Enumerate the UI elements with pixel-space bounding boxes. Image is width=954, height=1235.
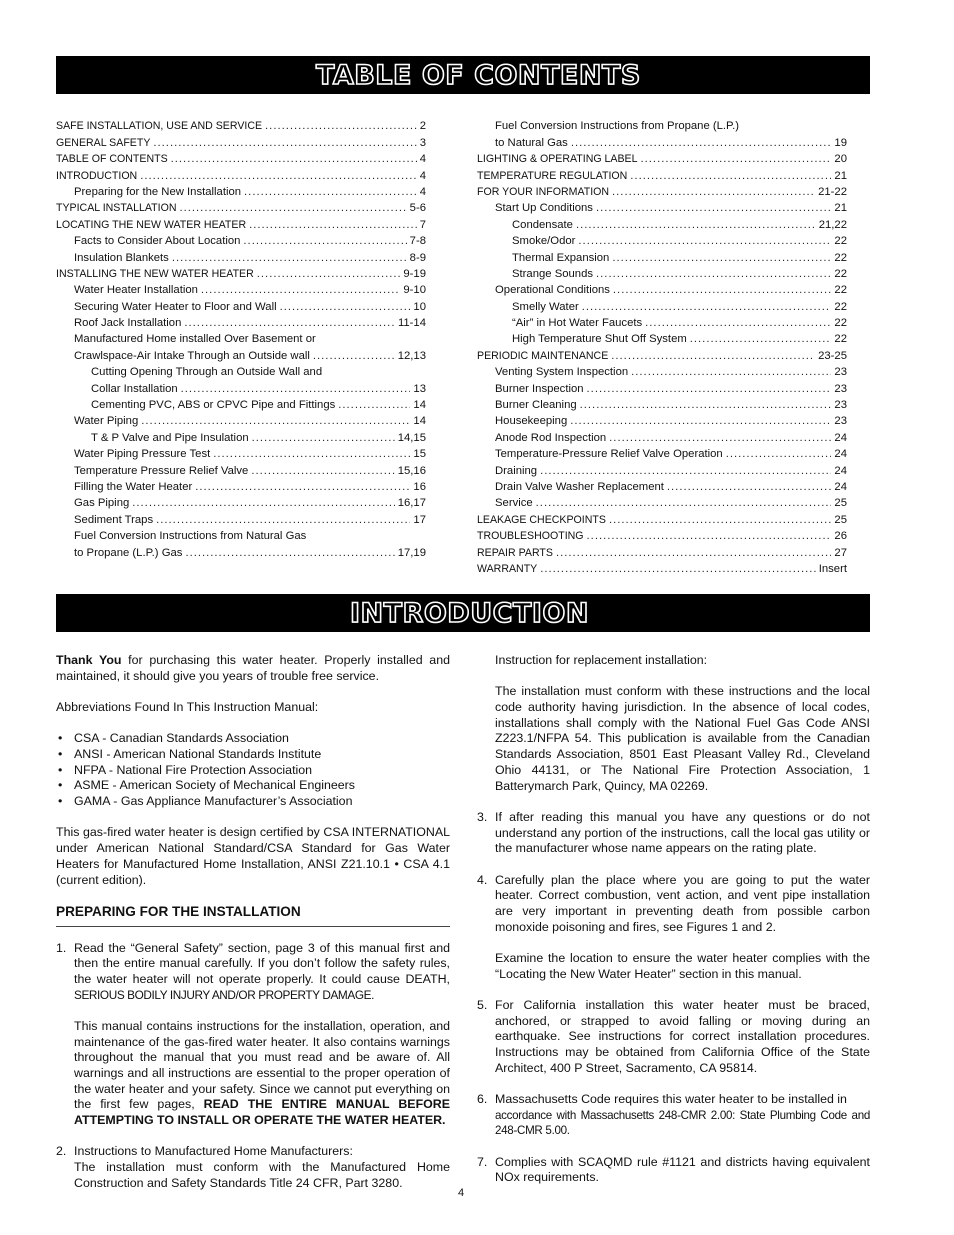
item-text: Carefully plan the place where you are going to put the water heater. Correct combustion, vent action, and vent pipe installation are very important in preventing death from possible carbon monoxide poisoning and fires, see Figures 1 and 2. <box>495 872 870 934</box>
toc-entry-label: Draining <box>495 464 538 477</box>
toc-entry-label: LOCATING THE NEW WATER HEATER <box>56 218 247 231</box>
toc-entry <box>56 282 426 298</box>
toc-leader-dots <box>243 234 406 249</box>
toc-entry <box>56 249 426 265</box>
toc-entry-page: 24 <box>834 464 847 477</box>
toc-entry-page: 7 <box>419 218 426 231</box>
toc-entry-page: 16 <box>413 480 426 493</box>
toc-entry-page: 21,22 <box>818 218 847 231</box>
toc-entry <box>477 331 847 347</box>
toc-entry <box>56 364 426 380</box>
toc-entry-label: T & P Valve and Pipe Insulation <box>91 431 249 444</box>
toc-entry-page: 22 <box>834 284 847 297</box>
toc-entry <box>477 216 847 232</box>
toc-entry <box>477 429 847 445</box>
toc-entry-label: Preparing for the New Installation <box>74 185 242 198</box>
toc-entry <box>56 118 426 134</box>
toc-entry-label: TYPICAL INSTALLATION <box>56 202 177 215</box>
toc-entry <box>56 446 426 462</box>
toc-entry <box>56 413 426 429</box>
toc-leader-dots <box>612 185 815 200</box>
toc-entry <box>56 134 426 150</box>
item-text: accordance with Massachusetts 248-CMR 2.00: State Plumbing Code and 248-CMR 5.00. <box>495 1108 870 1138</box>
toc-entry <box>477 151 847 167</box>
toc-entry-label: Burner Cleaning <box>495 399 577 412</box>
replacement-text: The installation must conform with these instructions and the local code authority having jurisdiction. In the absence of local codes, installations shall comply with the National Fuel Gas Code ANSI Z223.1/NFPA 54. This publication is available from the Canadian Standards Association, 8501 East Pleasant Valley Rd., Cleveland Ohio 44131, or The National Fire Protection Association, 1 Batterymarch Park, Quincy, MA 02269. <box>495 684 870 793</box>
toc-leader-dots <box>195 480 410 495</box>
toc-leader-dots <box>645 316 831 331</box>
toc-entry-label: Gas Piping <box>74 497 130 510</box>
numbered-item-5 <box>477 998 870 1077</box>
toc-entry <box>477 233 847 249</box>
toc-leader-dots <box>338 398 410 413</box>
toc-entry-label: Condensate <box>512 218 573 231</box>
numbered-item-7 <box>477 1155 870 1186</box>
toc-entry-page: 17,19 <box>397 546 426 559</box>
toc-entry-page: 11-14 <box>397 317 426 330</box>
toc-entry <box>56 200 426 216</box>
toc-entry-label: INTRODUCTION <box>56 169 138 182</box>
toc-entry <box>56 495 426 511</box>
toc-leader-dots <box>587 382 832 397</box>
toc-leader-dots <box>201 283 400 298</box>
toc-leader-dots <box>252 431 395 446</box>
toc-entry-page: 25 <box>834 513 847 526</box>
toc-entry <box>477 266 847 282</box>
toc-entry <box>56 151 426 167</box>
toc-leader-dots <box>596 267 831 282</box>
toc-leader-dots <box>641 152 832 167</box>
item-number: 7. <box>477 1154 488 1169</box>
toc-leader-dots <box>571 136 832 151</box>
replacement-label: Instruction for replacement installation: <box>495 653 708 667</box>
toc-entry <box>477 561 847 577</box>
item-number: 4. <box>477 872 488 887</box>
toc-leader-dots <box>587 529 832 544</box>
toc-entry <box>56 511 426 527</box>
toc-entry-page: 2 <box>419 120 426 133</box>
toc-leader-dots <box>141 414 410 429</box>
toc-leader-dots <box>280 300 411 315</box>
toc-entry-page: 23 <box>834 399 847 412</box>
toc-entry <box>56 397 426 413</box>
toc-entry-label: to Natural Gas <box>495 136 568 149</box>
toc-entry-label: Smoke/Odor <box>512 235 576 248</box>
toc-entry <box>477 495 847 511</box>
toc-entry-label: FOR YOUR INFORMATION <box>477 185 610 198</box>
toc-entry <box>477 134 847 150</box>
item-subparagraph: Examine the location to ensure the water heater complies with the “Locating the New Water Heater” section in this manual. <box>495 950 870 981</box>
item-number: 3. <box>477 809 488 824</box>
toc-entry-label: TEMPERATURE REGULATION <box>477 169 628 182</box>
toc-entry-label: LIGHTING & OPERATING LABEL <box>477 153 638 166</box>
toc-leader-dots <box>540 464 831 479</box>
toc-leader-dots <box>726 447 832 462</box>
toc-leader-dots <box>257 267 401 282</box>
toc-entry <box>56 544 426 560</box>
numbered-item-3 <box>477 810 870 857</box>
toc-entry-page: 15 <box>413 448 426 461</box>
item-number: 2. <box>56 1144 67 1159</box>
section-heading: PREPARING FOR THE INSTALLATION <box>56 904 450 927</box>
toc-entry-label: TROUBLESHOOTING <box>477 530 584 543</box>
toc-leader-dots <box>251 464 394 479</box>
toc-entry-label: to Propane (L.P.) Gas <box>74 546 183 559</box>
list-item: • ANSI - American National Standards Institute <box>56 747 450 763</box>
toc-banner <box>56 56 870 94</box>
toc-entry <box>477 118 847 134</box>
toc-entry <box>477 511 847 527</box>
numbered-item-4 <box>477 873 870 983</box>
toc-leader-dots <box>172 251 407 266</box>
toc-entry-label: Fuel Conversion Instructions from Natural Gas <box>74 530 307 543</box>
toc-entry-page: 23 <box>834 366 847 379</box>
toc-entry-page: 15,16 <box>397 464 426 477</box>
toc-entry-page: 22 <box>834 333 847 346</box>
toc-leader-dots <box>185 546 394 561</box>
toc-entry <box>477 446 847 462</box>
toc-right-column <box>477 118 847 577</box>
toc-leader-dots <box>582 300 832 315</box>
abbreviations-intro: Abbreviations Found In This Instruction Manual: <box>56 700 319 714</box>
thank-you-paragraph <box>56 653 450 684</box>
toc-leader-dots <box>213 447 410 462</box>
toc-entry-label: Temperature Pressure Relief Valve <box>74 464 249 477</box>
toc-entry-label: “Air” in Hot Water Faucets <box>512 317 643 330</box>
numbered-item-2 <box>56 1144 450 1191</box>
toc-entry-page: 21 <box>834 202 847 215</box>
toc-entry-page: 25 <box>834 497 847 510</box>
toc-entry-page: 14 <box>413 399 426 412</box>
toc-entry-page: 23-25 <box>818 349 847 362</box>
toc-entry-label: Manufactured Home installed Over Basement or <box>74 333 316 346</box>
toc-leader-dots <box>244 185 417 200</box>
item-text-part: Read the “General Safety” section, page 3 of this manual first and then the entire manual carefully. If you don’t follow the safety rules, the water heater will not operate properly. It could cause DEATH, <box>74 940 450 986</box>
toc-entry-page: 9-10 <box>403 284 426 297</box>
toc-entry <box>477 249 847 265</box>
toc-entry <box>56 331 426 347</box>
toc-leader-dots <box>140 169 416 184</box>
toc-entry <box>477 462 847 478</box>
toc-entry-label: TABLE OF CONTENTS <box>56 153 168 166</box>
toc-entry <box>477 364 847 380</box>
toc-entry-label: Strange Sounds <box>512 267 594 280</box>
toc-entry-page: 17 <box>413 513 426 526</box>
toc-entry <box>477 200 847 216</box>
toc-entry-label: Operational Conditions <box>495 284 610 297</box>
toc-entry-page: 4 <box>419 185 426 198</box>
item-text: For California installation this water heater must be braced, anchored, or strapped to avoid falling or moving during an earthquake. See instructions for correct installation procedures. Instructions may be obtained from California Office of the State Architect, 400 P Street, Sacramento, CA 95814. <box>495 997 870 1075</box>
toc-leader-dots <box>576 218 816 233</box>
toc-entry-label: Water Piping Pressure Test <box>74 448 211 461</box>
toc-entry-label: Drain Valve Washer Replacement <box>495 480 664 493</box>
toc-entry-page: 22 <box>834 235 847 248</box>
item-number: 5. <box>477 997 488 1012</box>
toc-entry-label: Securing Water Heater to Floor and Wall <box>74 300 277 313</box>
toc-entry-label: Water Piping <box>74 415 139 428</box>
toc-entry-label: Housekeeping <box>495 415 568 428</box>
toc-leader-dots <box>580 398 832 413</box>
toc-entry-page: 27 <box>834 546 847 559</box>
list-item: • CSA - Canadian Standards Association <box>56 731 450 747</box>
toc-entry <box>56 216 426 232</box>
toc-entry-label: Fuel Conversion Instructions from Propane (L.P.) <box>495 120 740 133</box>
toc-entry-page: 14,15 <box>397 431 426 444</box>
toc-entry-page: Insert <box>818 562 847 575</box>
toc-leader-dots <box>556 546 831 561</box>
item-text-part: This manual contains instructions for the installation, operation, and maintenance of the gas-fired water heater. It also contains warnings throughout the manual that you must read and be aware of. All warnings and all instructions are essential to the proper operation of the water heater and your safety. Since we cannot put everything on the first few pages, <box>74 1018 450 1112</box>
toc-entry-label: PERIODIC MAINTENANCE <box>477 349 609 362</box>
toc-leader-dots <box>181 382 411 397</box>
intro-left-column <box>56 653 450 1207</box>
toc-entry-page: 23 <box>834 415 847 428</box>
thank-you-text: for purchasing this water heater. Properly installed and maintained, it should give you years of trouble free service. <box>56 653 450 683</box>
toc-entry-page: 8-9 <box>409 251 426 264</box>
list-item: • GAMA - Gas Appliance Manufacturer’s Association <box>56 794 450 810</box>
toc-leader-dots <box>630 169 831 184</box>
intro-right-column <box>477 653 870 1202</box>
toc-leader-dots <box>612 251 831 266</box>
toc-entry-label: Crawlspace-Air Intake Through an Outside wall <box>74 349 310 362</box>
toc-entry-page: 21 <box>834 169 847 182</box>
toc-entry <box>56 347 426 363</box>
toc-entry <box>477 347 847 363</box>
toc-leader-dots <box>171 152 417 167</box>
toc-leader-dots <box>249 218 417 233</box>
toc-title: TABLE OF CONTENTS <box>316 60 641 91</box>
toc-entry-page: 22 <box>834 267 847 280</box>
introduction-title: INTRODUCTION <box>350 598 589 629</box>
toc-entry <box>477 544 847 560</box>
toc-entry-page: 20 <box>834 153 847 166</box>
toc-entry-label: Cutting Opening Through an Outside Wall and <box>91 366 323 379</box>
toc-entry <box>56 315 426 331</box>
toc-leader-dots <box>609 513 831 528</box>
item-text <box>74 941 450 1004</box>
toc-entry-label: Venting System Inspection <box>495 366 629 379</box>
toc-entry-page: 22 <box>834 317 847 330</box>
toc-entry-page: 22 <box>834 300 847 313</box>
toc-leader-dots <box>153 136 416 151</box>
item-text: Instructions to Manufactured Home Manufacturers: <box>74 1144 353 1159</box>
item-number: 6. <box>477 1092 488 1107</box>
toc-entry-page: 10 <box>413 300 426 313</box>
toc-entry-page: 4 <box>419 169 426 182</box>
toc-entry-label: Water Heater Installation <box>74 284 198 297</box>
toc-entry <box>56 479 426 495</box>
toc-entry <box>56 184 426 200</box>
toc-entry-label: Facts to Consider About Location <box>74 235 241 248</box>
toc-entry <box>477 380 847 396</box>
toc-entry-label: Anode Rod Inspection <box>495 431 607 444</box>
toc-leader-dots <box>609 431 831 446</box>
toc-entry-label: WARRANTY <box>477 562 538 575</box>
toc-entry-page: 23 <box>834 382 847 395</box>
toc-entry-label: Sediment Traps <box>74 513 154 526</box>
toc-entry-label: INSTALLING THE NEW WATER HEATER <box>56 267 254 280</box>
toc-leader-dots <box>578 234 831 249</box>
toc-left-column <box>56 118 426 561</box>
toc-entry-label: High Temperature Shut Off System <box>512 333 687 346</box>
toc-leader-dots <box>690 332 832 347</box>
item-bold-warning: READ THE ENTIRE MANUAL BEFORE ATTEMPTING TO INSTALL OR OPERATE THE WATER HEATER. <box>74 1097 450 1128</box>
toc-entry-label: Cementing PVC, ABS or CPVC Pipe and Fittings <box>91 399 336 412</box>
thank-you-bold: Thank You <box>56 653 122 667</box>
item-number: 1. <box>56 940 67 955</box>
numbered-item-1 <box>56 941 450 1129</box>
toc-leader-dots <box>596 201 831 216</box>
abbreviations-list <box>56 731 450 810</box>
item-caps-text: SERIOUS BODILY INJURY AND/OR PROPERTY DAMAGE. <box>74 987 374 1002</box>
toc-entry-label: Service <box>495 497 533 510</box>
toc-entry <box>477 184 847 200</box>
toc-entry-label: REPAIR PARTS <box>477 546 553 559</box>
toc-entry-label: Smelly Water <box>512 300 579 313</box>
toc-leader-dots <box>132 496 394 511</box>
replacement-block <box>477 653 870 794</box>
toc-entry-label: LEAKAGE CHECKPOINTS <box>477 513 606 526</box>
toc-entry-page: 3 <box>419 136 426 149</box>
toc-entry-label: Insulation Blankets <box>74 251 169 264</box>
toc-entry <box>56 298 426 314</box>
toc-entry-page: 26 <box>834 530 847 543</box>
toc-entry-label: SAFE INSTALLATION, USE AND SERVICE <box>56 120 263 133</box>
toc-entry-label: Start Up Conditions <box>495 202 593 215</box>
toc-leader-dots <box>611 349 815 364</box>
toc-entry-label: Thermal Expansion <box>512 251 610 264</box>
toc-entry <box>56 380 426 396</box>
toc-entry <box>477 167 847 183</box>
toc-entry-page: 21-22 <box>818 185 847 198</box>
introduction-banner <box>56 594 870 632</box>
item-subparagraph <box>74 1019 450 1129</box>
toc-entry-label: Filling the Water Heater <box>74 480 193 493</box>
toc-entry-page: 22 <box>834 251 847 264</box>
toc-leader-dots <box>179 201 406 216</box>
toc-entry <box>477 528 847 544</box>
toc-entry-page: 13 <box>413 382 426 395</box>
toc-entry <box>477 315 847 331</box>
list-item: • NFPA - National Fire Protection Association <box>56 763 450 779</box>
toc-entry <box>56 167 426 183</box>
toc-entry-page: 4 <box>419 153 426 166</box>
toc-entry-page: 7-8 <box>409 235 426 248</box>
toc-leader-dots <box>313 349 395 364</box>
toc-leader-dots <box>540 562 816 577</box>
toc-leader-dots <box>184 316 395 331</box>
numbered-item-6 <box>477 1092 870 1139</box>
toc-leader-dots <box>631 365 831 380</box>
toc-entry-label: Burner Inspection <box>495 382 584 395</box>
toc-entry-page: 14 <box>413 415 426 428</box>
toc-entry-page: 24 <box>834 480 847 493</box>
toc-entry <box>477 397 847 413</box>
page-number: 4 <box>458 1187 465 1199</box>
toc-entry <box>56 462 426 478</box>
toc-leader-dots <box>536 496 832 511</box>
toc-leader-dots <box>570 414 831 429</box>
toc-leader-dots <box>265 119 417 134</box>
toc-leader-dots <box>613 283 832 298</box>
item-text: If after reading this manual you have any questions or do not understand any portion of the instructions, call the local gas utility or the manufacturer whose name appears on the rating plate. <box>495 809 870 856</box>
toc-entry <box>56 429 426 445</box>
toc-entry-page: 9-19 <box>403 267 426 280</box>
toc-entry <box>477 479 847 495</box>
toc-entry <box>56 233 426 249</box>
toc-entry <box>56 266 426 282</box>
toc-entry-page: 12,13 <box>397 349 426 362</box>
toc-entry-page: 19 <box>834 136 847 149</box>
toc-entry-page: 24 <box>834 448 847 461</box>
item-text: Massachusetts Code requires this water heater to be installed in <box>495 1092 847 1107</box>
toc-entry-label: Roof Jack Installation <box>74 317 182 330</box>
toc-leader-dots <box>156 513 410 528</box>
toc-entry <box>477 298 847 314</box>
item-text: Complies with SCAQMD rule #1121 and districts having equivalent NOx requirements. <box>495 1154 870 1185</box>
toc-entry-label: Temperature-Pressure Relief Valve Operation <box>495 448 723 461</box>
toc-entry-page: 24 <box>834 431 847 444</box>
item-text: The installation must conform with the Manufactured Home Construction and Safety Standards Title 24 CFR, Part 3280. <box>74 1160 450 1190</box>
toc-entry <box>477 413 847 429</box>
toc-entry <box>56 528 426 544</box>
toc-entry-label: Collar Installation <box>91 382 178 395</box>
list-item: • ASME - American Society of Mechanical Engineers <box>56 778 450 794</box>
toc-entry-page: 5-6 <box>409 202 426 215</box>
toc-leader-dots <box>667 480 832 495</box>
certification-paragraph: This gas-fired water heater is design certified by CSA INTERNATIONAL under American National Standard/CSA Standard for Gas Water Heaters for Manufactured Home Installation, ANSI Z21.10.1 • CSA 4.1 (current edition). <box>56 825 450 887</box>
toc-entry-label: GENERAL SAFETY <box>56 136 151 149</box>
toc-entry-page: 16,17 <box>397 497 426 510</box>
toc-entry <box>477 282 847 298</box>
